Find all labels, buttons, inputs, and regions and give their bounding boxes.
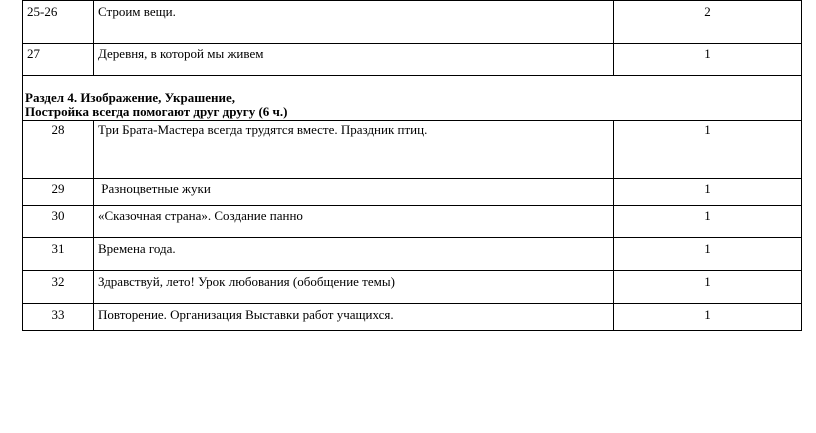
- section-title-line-2: Постройка всегда помогают друг другу (6 ч.): [25, 104, 288, 119]
- lesson-topic: Деревня, в которой мы живем: [94, 44, 614, 76]
- lesson-hours: 1: [614, 304, 802, 331]
- lesson-number: 31: [23, 238, 94, 271]
- lesson-topic: Повторение. Организация Выставки работ учащихся.: [94, 304, 614, 331]
- lesson-hours: 1: [614, 121, 802, 179]
- lesson-topic: «Сказочная страна». Создание панно: [94, 206, 614, 238]
- lesson-plan-table: [22, 0, 802, 331]
- lesson-number: 28: [23, 121, 94, 179]
- lesson-hours: 1: [614, 271, 802, 304]
- lesson-hours: 1: [614, 179, 802, 206]
- lesson-number: 32: [23, 271, 94, 304]
- lesson-hours: 1: [614, 44, 802, 76]
- table-row: [23, 1, 802, 44]
- table-row: [23, 44, 802, 76]
- table-row: [23, 179, 802, 206]
- lesson-number: 27: [23, 44, 94, 76]
- section-title-line-1: Раздел 4. Изображение, Украшение,: [25, 90, 236, 105]
- section-header-row: [23, 76, 802, 121]
- lesson-topic: Времена года.: [94, 238, 614, 271]
- lesson-topic: Три Брата-Мастера всегда трудятся вместе. Праздник птиц.: [94, 121, 614, 179]
- lesson-number: 30: [23, 206, 94, 238]
- lesson-topic: Разноцветные жуки: [94, 179, 614, 206]
- lesson-topic: Здравствуй, лето! Урок любования (обобщение темы): [94, 271, 614, 304]
- lesson-number: 29: [23, 179, 94, 206]
- table-row: [23, 121, 802, 179]
- table-row: [23, 304, 802, 331]
- lesson-hours: 1: [614, 238, 802, 271]
- section-header: [23, 76, 802, 121]
- lesson-number: 25-26: [23, 1, 94, 44]
- lesson-hours: 2: [614, 1, 802, 44]
- table-row: [23, 271, 802, 304]
- lesson-hours: 1: [614, 206, 802, 238]
- lesson-number: 33: [23, 304, 94, 331]
- table-row: [23, 238, 802, 271]
- lesson-topic: Строим вещи.: [94, 1, 614, 44]
- table-row: [23, 206, 802, 238]
